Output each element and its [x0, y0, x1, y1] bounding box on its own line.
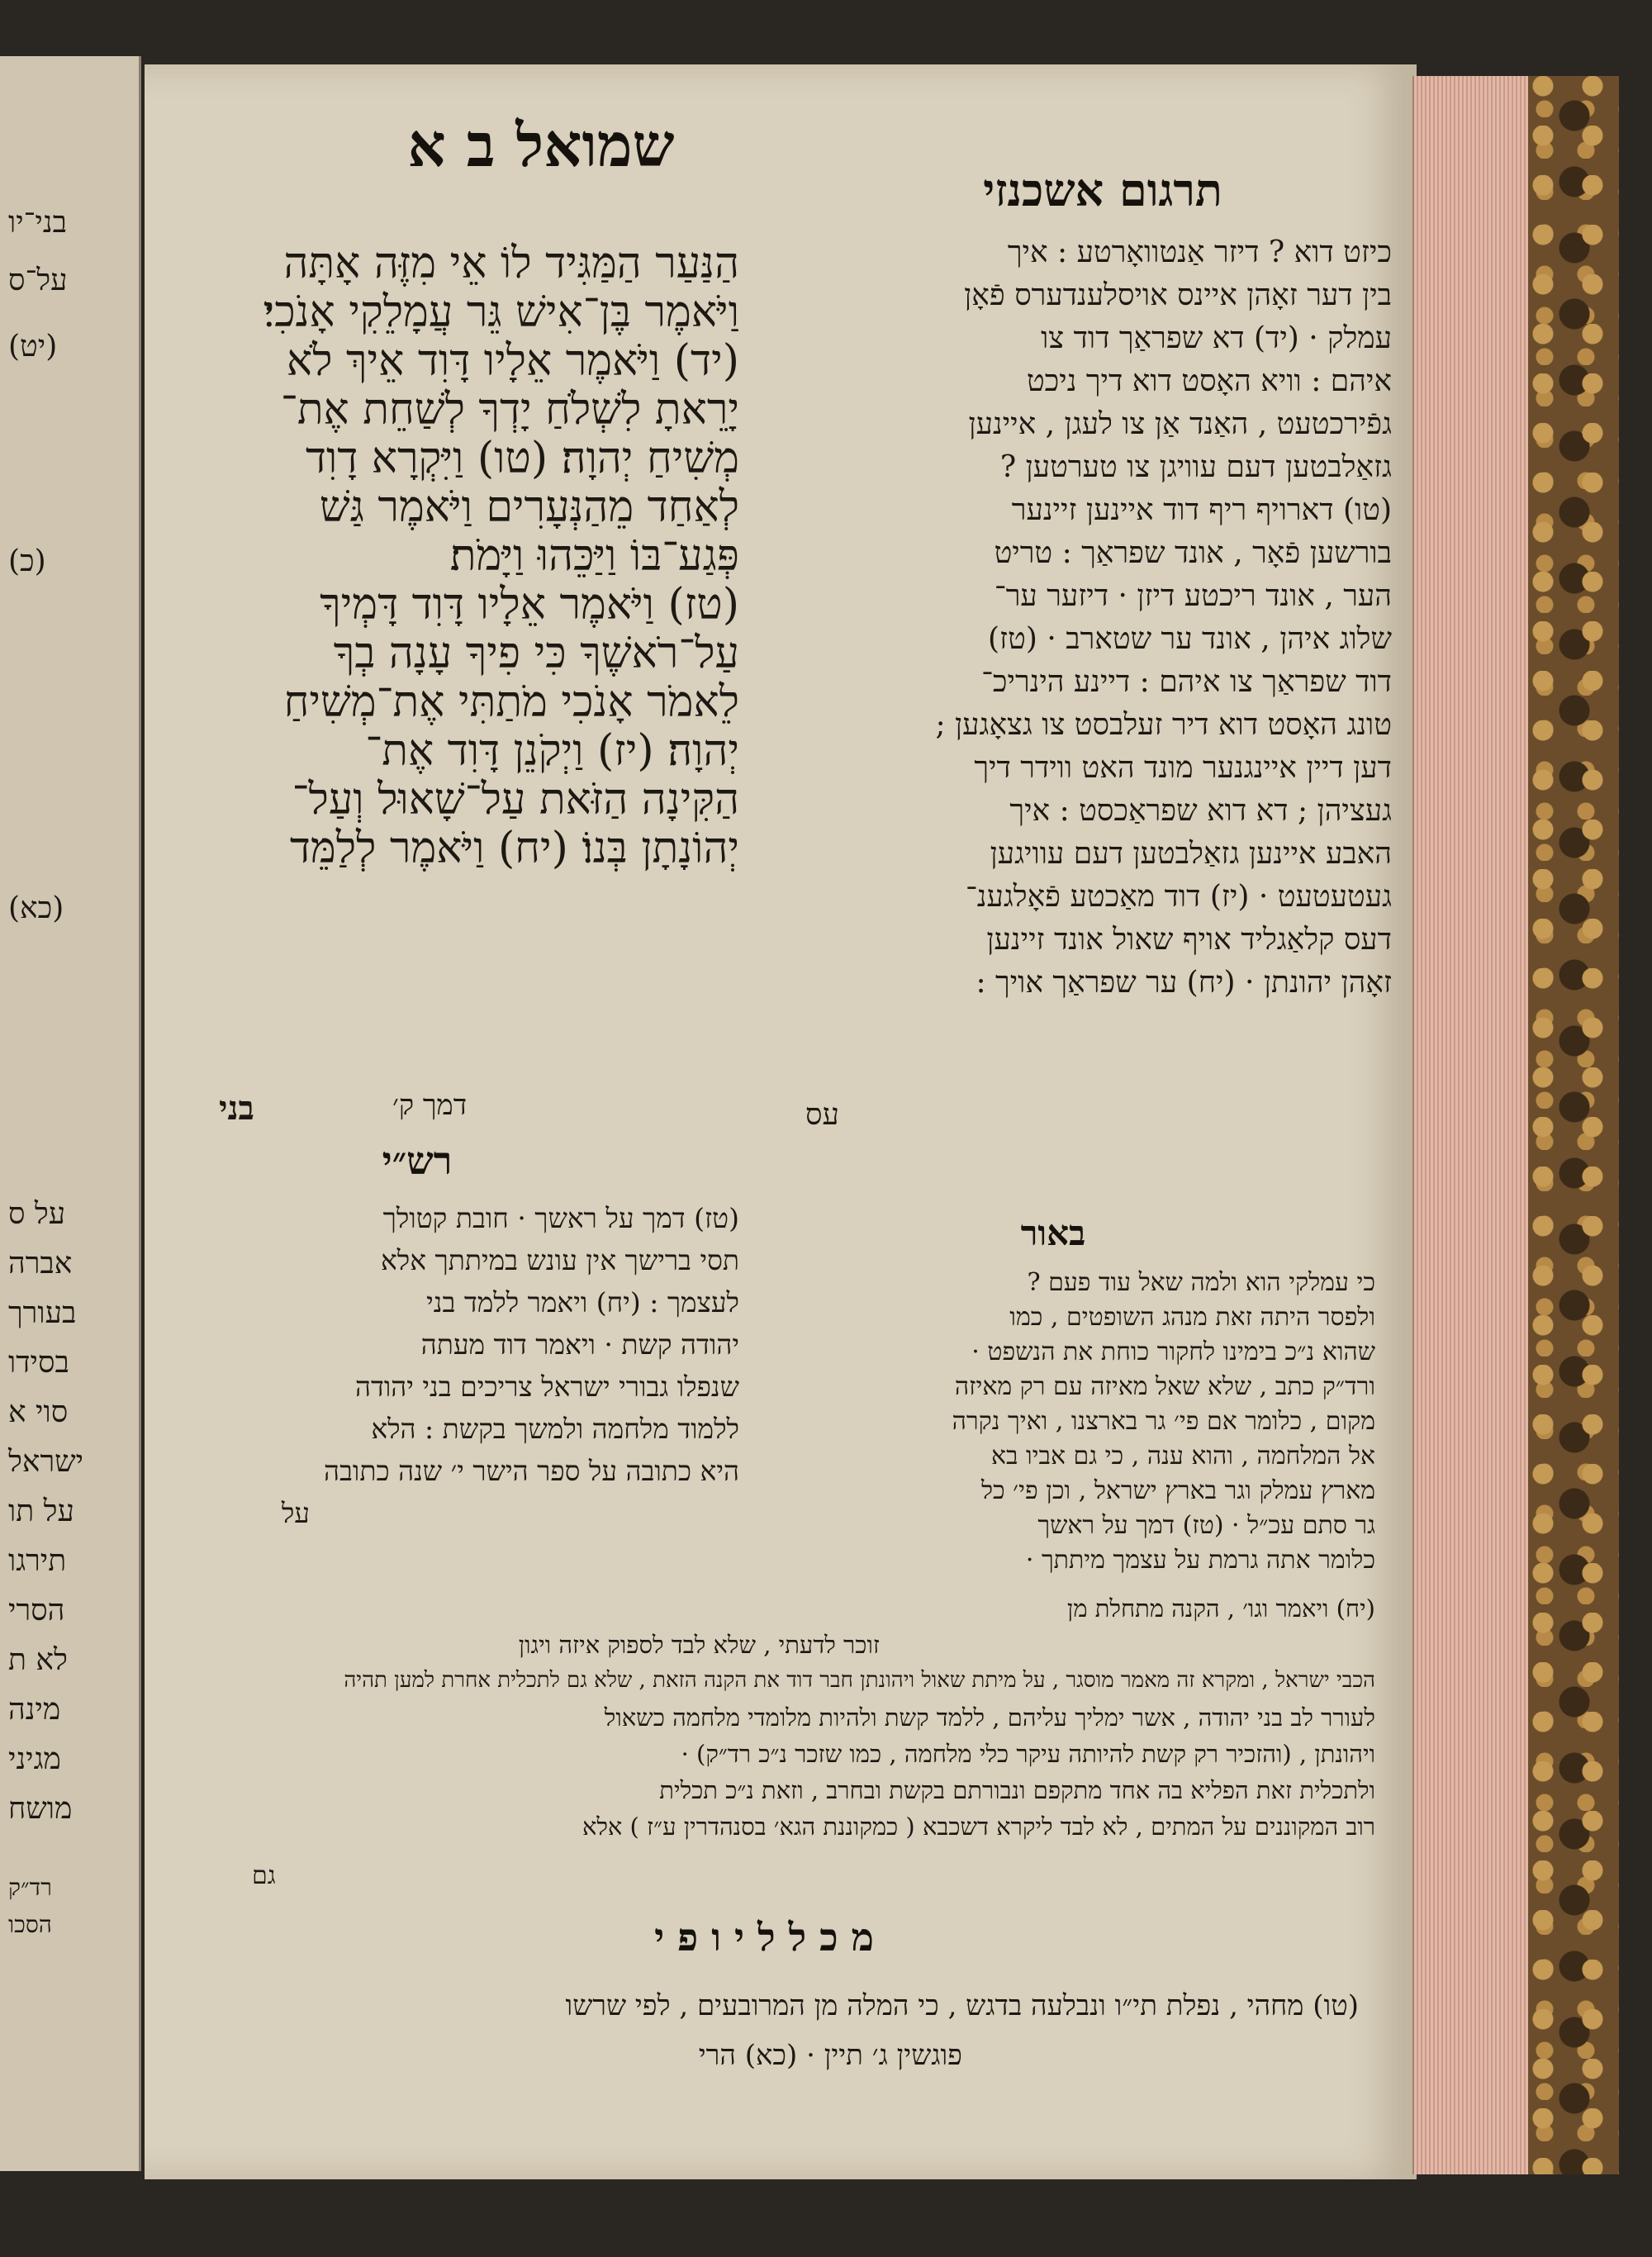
- left-page-fragment: רד״ק: [8, 1874, 52, 1901]
- left-page-fragment: לא ת: [8, 1643, 68, 1677]
- bible-qere-note: דמך ק׳: [392, 1089, 468, 1122]
- left-page-fragment: הסרי: [8, 1594, 65, 1627]
- michlal-yofi-line: (טו) מחהי , נפלת תי״ו ונבלעה בדגש , כי המלה מן המרובעים , לפי שרשו: [565, 1989, 1359, 2022]
- left-page-fragment: בני־יו: [8, 206, 67, 240]
- rashi-line: (טז) דמך על ראשך · חובת קטולך: [382, 1202, 739, 1234]
- main-page: [145, 64, 1417, 2179]
- targum-column: [797, 235, 1392, 1011]
- left-page-fragment: (יט): [8, 330, 58, 363]
- biur-line: אל המלחמה , והוא ענה , כי גם אביו בא: [990, 1442, 1375, 1471]
- targum-line: (טו) דארויף ריף דוד איינען זיינער: [1011, 493, 1392, 527]
- bible-line: הַנַּעַר הַמַּגִּיד לוֹ אֵי מִזֶּה אָתָּה: [283, 239, 739, 288]
- targum-line: בין דער זאָהן איינס אויסלענדערס פֿאָן: [964, 278, 1392, 312]
- targum-line: איהם : וויא האָסט דוא דיך ניכט: [1026, 364, 1392, 398]
- rashi-line: יהודה קשת · ויאמר דוד מעתה: [420, 1328, 739, 1361]
- targum-line: טונג האָסט דוא דיר זעלבסט צו גצאָגען ;: [935, 708, 1392, 742]
- biur-line: כלומר אתה גרמת על עצמך מיתתך ·: [1025, 1546, 1375, 1575]
- left-page-fragment: מגיני: [8, 1742, 61, 1776]
- bible-line: לֵאמֹר אָנֹכִי מֹתַתִּי אֶת־מְשִׁיחַ: [283, 677, 739, 727]
- left-page-fragment: (כ): [8, 544, 46, 578]
- targum-line: געציהן ; דא דוא שפראַכסט : איך: [1009, 794, 1392, 828]
- biur-column: [781, 1268, 1375, 1583]
- marbled-cover: [1528, 76, 1619, 2174]
- bible-line: (טז) וַיֹּאמֶר אֵלָיו דָּוִד דָּמְיךָ: [320, 580, 739, 630]
- bible-line: וַיֹּאמֶר בֶּן־אִישׁ גֵּר עֲמָלֵקִי אָנֹכִי׃: [263, 287, 739, 337]
- targum-catchword: עס: [805, 1098, 839, 1132]
- gloss-catchword: גם: [252, 1861, 276, 1890]
- targum-line: זאָהן יהונתן · (יח) ער שפראַך אויך :: [976, 966, 1392, 1000]
- gloss-line: ולתכלית זאת הפליא בה אחד מתקפם ונבורתם בקשת ובחרב , וזאת נ״כ תכלית: [659, 1776, 1375, 1804]
- rashi-line: תסי ברישך אין עונש במיתתך אלא: [380, 1244, 739, 1276]
- rashi-line: לעצמך : (יח) ויאמר ללמד בני: [426, 1286, 739, 1319]
- running-head-book: שמואל ב א: [407, 110, 675, 180]
- gloss-line: רוב המקוננים על המתים , לא לבד ליקרא דשכבא ( כמקוננת הגא׳ בסנהדרין ע״ז ) אלא: [582, 1813, 1375, 1841]
- targum-line: האבע איינען גזאַלבטען דעם עוויגען: [990, 837, 1392, 871]
- left-page-fragment: ישראל: [8, 1445, 84, 1479]
- biur-line: שהוא נ״כ בימינו לחקור כוחת את הנשפט ·: [971, 1338, 1375, 1366]
- left-page-fragment: תירגו: [8, 1544, 67, 1578]
- rashi-line: ללמוד מלחמה ולמשך בקשת : הלא: [371, 1413, 739, 1445]
- bible-line: מְשִׁיחַ יְהוָה׃ (טו) וַיִּקְרָא דָוִד: [305, 434, 739, 483]
- left-page-fragment: מינה: [8, 1693, 61, 1727]
- targum-line: בורשען פֿאָר , אונד שפראַך : טריט: [994, 536, 1392, 570]
- left-page-fragment: סוי א: [8, 1395, 69, 1429]
- left-page-fragment: על־ס: [8, 264, 68, 297]
- bible-line: יָרֵאתָ לִשְׁלֹחַ יָדְךָ לְשַׁחֵת אֶת־: [280, 385, 739, 435]
- left-page-fragment: הסכו: [8, 1911, 52, 1938]
- left-page-fragment: אברה: [8, 1247, 73, 1281]
- bible-catchword: בני: [219, 1089, 254, 1128]
- left-page-fragment: על תו: [8, 1494, 74, 1528]
- targum-line: דען דיין איינגנער מונד האט ווידר דיך: [974, 751, 1392, 785]
- targum-line: כיזט דוא ? דיזר אַנטוואָרטע : איך: [1007, 235, 1392, 269]
- targum-line: שלוג איהן , אונד ער שטארב · (טז): [988, 622, 1392, 656]
- bible-line: פְּגַע־בּוֹ וַיַּכֵּהוּ וַיָּמֹת׃: [449, 531, 739, 581]
- gloss-line: (יח) ויאמר וגו׳ , הקנה מתחלת מן: [1066, 1594, 1375, 1623]
- rashi-line: על: [281, 1497, 310, 1529]
- left-page-fragment: (כא): [8, 891, 64, 925]
- gloss-line: זוכר לדעתי , שלא לבד לספוק איזה ויגון: [518, 1631, 880, 1659]
- bible-line: לְאַחַד מֵהַנְּעָרִים וַיֹּאמֶר גַּשׁ: [319, 482, 739, 532]
- gloss-line: לעורר לב בני יהודה , אשר ימליך עליהם , ללמד קשת ולהיות מלומדי מלחמה כשאול: [604, 1703, 1375, 1732]
- rashi-line: שנפלו גבורי ישראל צריכים בני יהודה: [354, 1371, 739, 1403]
- gloss-line: ויהונתן , (והזכיר רק קשת להיותה עיקר כלי מלחמה , כמו שזכר נ״כ רד״ק) ·: [681, 1740, 1375, 1768]
- left-page-fragment: בעורך: [8, 1296, 77, 1330]
- bible-line: (יד) וַיֹּאמֶר אֵלָיו דָּוִד אֵיךְ לֹא: [286, 336, 739, 386]
- biur-line: ולפסר היתה זאת מנהג השופטים , כמו: [1009, 1303, 1375, 1332]
- bible-line: יְהוֹנָתָן בְּנוֹ׃ (יח) וַיֹּאמֶר לְלַמֵּד: [289, 824, 739, 873]
- bible-column: [161, 239, 739, 876]
- left-page-fragment: בסידו: [8, 1346, 69, 1380]
- bible-line: יְהוָה׃ (יז) וַיְקֹנֵן דָּוִד אֶת־: [365, 726, 739, 776]
- targum-line: גפֿירכטעט , האַנד אַן צו לעגן , איינען: [968, 407, 1392, 441]
- running-head-targum: תרגום אשכנזי: [983, 164, 1222, 216]
- biur-line: גר סתם עכ״ל · (טז) דמך על ראשך: [1037, 1511, 1375, 1540]
- biur-line: מארץ עמלק וגר בארץ ישראל , וכן פי׳ כל: [980, 1476, 1375, 1505]
- biur-line: ורד״ק כתב , שלא שאל מאיזה עם רק מאיזה: [954, 1372, 1375, 1401]
- rashi-heading: רש״י: [382, 1138, 453, 1183]
- rashi-column: [178, 1202, 739, 1542]
- left-page-fragment: מושח: [8, 1792, 73, 1826]
- targum-line: געטעטעט · (יז) דוד מאַכטע פֿאָלגענ־: [965, 880, 1392, 914]
- michlal-yofi-line: פוגשין ג׳ תיין · (כא) הרי: [698, 2039, 962, 2072]
- targum-line: הער , אונד ריכטע דיזן · דיזער ער־: [994, 579, 1392, 613]
- biur-line: כי עמלקי הוא ולמה שאל עוד פעם ?: [1027, 1268, 1375, 1297]
- biur-line: מקום , כלומר אם פי׳ גר בארצנו , ואיך נקרה: [952, 1407, 1375, 1436]
- left-page-fragment: על ס: [8, 1197, 66, 1231]
- page-edges: [1412, 76, 1530, 2174]
- biur-heading: באור: [1020, 1213, 1086, 1253]
- bible-line: עַל־רֹאשֶׁךָ כִּי פִיךָ עָנָה בְךָ: [333, 629, 739, 678]
- gloss-line: הכבי ישראל , ומקרא זה מאמר מוסגר , על מיתת שאול ויהונתן חבר דוד את הקנה הזאת , שלא גם לתכלית אחרת למען תהיה: [344, 1668, 1375, 1693]
- targum-line: דעס קלאַגליד אויף שאול אונד זיינען: [986, 923, 1392, 957]
- michlal-yofi-block: [161, 1989, 1359, 2088]
- rashi-line: היא כתובה על ספר הישר י׳ שנה כתובה: [324, 1455, 739, 1487]
- michlal-yofi-heading: מ כ ל ל י ו פ י: [654, 1915, 874, 1960]
- gloss-block: [178, 1594, 1375, 1851]
- targum-line: דוד שפראַך צו איהם : דיינע הינריכ־: [981, 665, 1392, 699]
- targum-line: עמלק · (יד) דא שפראַך דוד צו: [1041, 321, 1392, 355]
- bible-line: הַקִּינָה הַזֹּאת עַל־שָׁאוּל וְעַל־: [292, 775, 739, 824]
- left-page: [0, 56, 141, 2171]
- targum-line: גזאַלבטען דעם עוויגן צו טערטען ?: [999, 450, 1392, 484]
